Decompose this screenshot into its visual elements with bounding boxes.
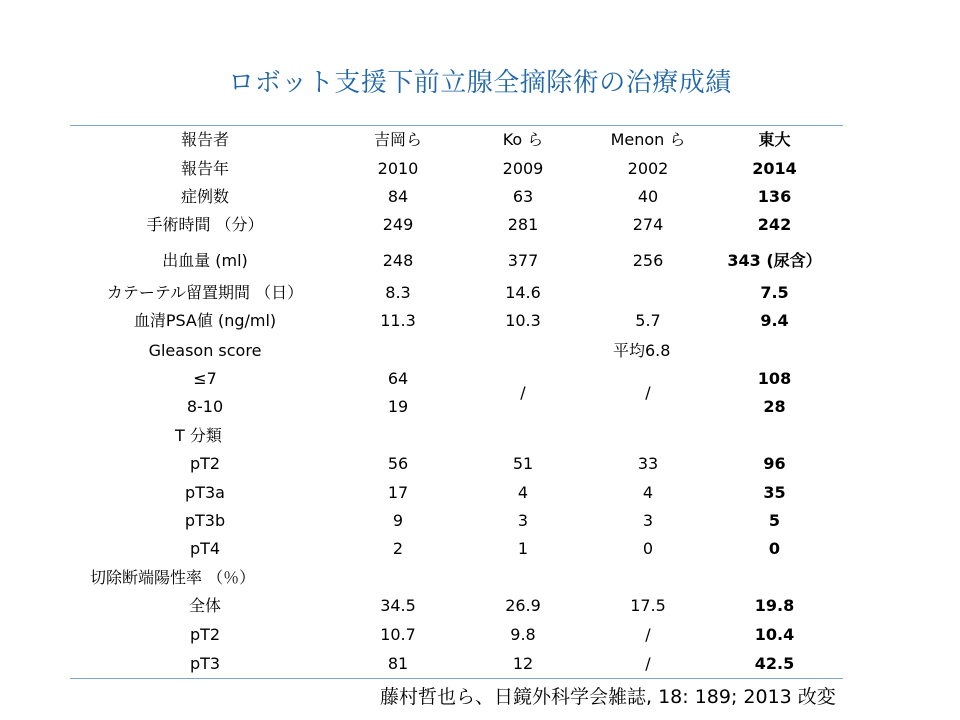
ko-cell: 10.3	[505, 311, 541, 330]
menon-cell: /	[645, 654, 651, 673]
row-label: pT3b	[184, 511, 226, 530]
ko-cell: 26.9	[505, 596, 541, 615]
todai-cell: 7.5	[760, 283, 789, 302]
table-top-rule	[70, 125, 843, 126]
gleason-ko-slash: /	[520, 383, 526, 402]
menon-cell: 33	[637, 454, 659, 473]
menon-cell: Menon ら	[610, 130, 686, 149]
ko-cell: 281	[507, 215, 539, 234]
todai-cell: 9.4	[760, 311, 789, 330]
ko-cell: 9.8	[510, 625, 536, 644]
table-row	[0, 157, 960, 181]
row-label: pT3	[189, 654, 221, 673]
todai-cell: 5	[768, 511, 781, 530]
row-label: Gleason score	[148, 341, 262, 360]
yoshioka-cell: 17	[387, 483, 409, 502]
table-row	[0, 452, 960, 476]
menon-cell: 274	[632, 215, 664, 234]
row-label: 血清PSA値 (ng/ml)	[133, 311, 277, 330]
yoshioka-cell: 8.3	[385, 283, 411, 302]
yoshioka-cell: 吉岡ら	[373, 130, 422, 149]
table-row	[0, 339, 960, 363]
yoshioka-cell: 11.3	[380, 311, 416, 330]
table-row	[0, 309, 960, 333]
table-row	[0, 594, 960, 618]
table-row	[0, 185, 960, 209]
ko-cell: 3	[517, 511, 529, 530]
yoshioka-cell: 19	[387, 397, 409, 416]
menon-cell: 40	[637, 187, 659, 206]
table-row	[0, 281, 960, 305]
table-row	[0, 566, 960, 590]
ko-cell: Ko ら	[502, 130, 544, 149]
table-bottom-rule	[70, 678, 843, 679]
ko-cell: 63	[512, 187, 534, 206]
slide-title: ロボット支援下前立腺全摘除術の治療成績	[228, 68, 732, 98]
gleason-mean-note: 平均6.8	[613, 341, 671, 360]
citation: 藤村哲也ら、日鏡外科学会雑誌, 18: 189; 2013 改変	[380, 686, 836, 708]
todai-cell: 19.8	[754, 596, 795, 615]
row-label: 全体	[188, 596, 221, 615]
todai-cell: 108	[757, 369, 792, 388]
row-label: カテーテル留置期間 （日）	[106, 283, 304, 302]
ko-cell: 51	[512, 454, 534, 473]
menon-cell: 2002	[627, 159, 669, 178]
ko-cell: 12	[512, 654, 534, 673]
menon-cell: 4	[642, 483, 654, 502]
todai-cell: 0	[768, 539, 781, 558]
todai-cell: 242	[757, 215, 792, 234]
row-label: pT2	[189, 454, 221, 473]
row-label: 切除断端陽性率 （％）	[90, 568, 256, 587]
todai-cell: 35	[763, 483, 786, 502]
todai-cell: 96	[763, 454, 786, 473]
yoshioka-cell: 2010	[377, 159, 419, 178]
todai-cell: 42.5	[754, 654, 795, 673]
yoshioka-cell: 84	[387, 187, 409, 206]
row-label: 8-10	[186, 397, 224, 416]
todai-cell: 343 (尿含）	[727, 251, 822, 270]
table-row	[0, 128, 960, 152]
todai-cell: 東大	[758, 130, 791, 149]
menon-cell: 17.5	[630, 596, 666, 615]
todai-cell: 10.4	[754, 625, 795, 644]
row-label: 症例数	[180, 187, 229, 206]
menon-cell: 256	[632, 251, 664, 270]
ko-cell: 377	[507, 251, 539, 270]
table-row	[0, 424, 960, 448]
gleason-menon-slash: /	[645, 383, 651, 402]
row-label: pT2	[189, 625, 221, 644]
ko-cell: 2009	[502, 159, 544, 178]
menon-cell: /	[645, 625, 651, 644]
table-row	[0, 481, 960, 505]
ko-cell: 14.6	[505, 283, 541, 302]
yoshioka-cell: 64	[387, 369, 409, 388]
yoshioka-cell: 56	[387, 454, 409, 473]
row-label: pT3a	[185, 483, 225, 502]
table-row	[0, 537, 960, 561]
todai-cell: 2014	[752, 159, 797, 178]
table-row	[0, 623, 960, 647]
table-row	[0, 249, 960, 273]
menon-cell: 0	[642, 539, 654, 558]
row-label: 出血量 (ml)	[162, 251, 248, 270]
yoshioka-cell: 2	[392, 539, 404, 558]
ko-cell: 4	[517, 483, 529, 502]
todai-cell: 136	[757, 187, 792, 206]
table-row	[0, 509, 960, 533]
yoshioka-cell: 34.5	[380, 596, 416, 615]
menon-cell: 3	[642, 511, 654, 530]
yoshioka-cell: 9	[392, 511, 404, 530]
row-label: T 分類	[175, 426, 222, 445]
row-label: 手術時間 （分）	[146, 215, 264, 234]
yoshioka-cell: 10.7	[380, 625, 416, 644]
ko-cell: 1	[517, 539, 529, 558]
row-label: 報告者	[180, 130, 229, 149]
table-row	[0, 213, 960, 237]
yoshioka-cell: 81	[387, 654, 409, 673]
table-row	[0, 652, 960, 676]
yoshioka-cell: 249	[382, 215, 414, 234]
menon-cell: 5.7	[635, 311, 661, 330]
row-label: ≤7	[193, 369, 217, 388]
yoshioka-cell: 248	[382, 251, 414, 270]
row-label: pT4	[189, 539, 221, 558]
todai-cell: 28	[763, 397, 786, 416]
row-label: 報告年	[180, 159, 229, 178]
